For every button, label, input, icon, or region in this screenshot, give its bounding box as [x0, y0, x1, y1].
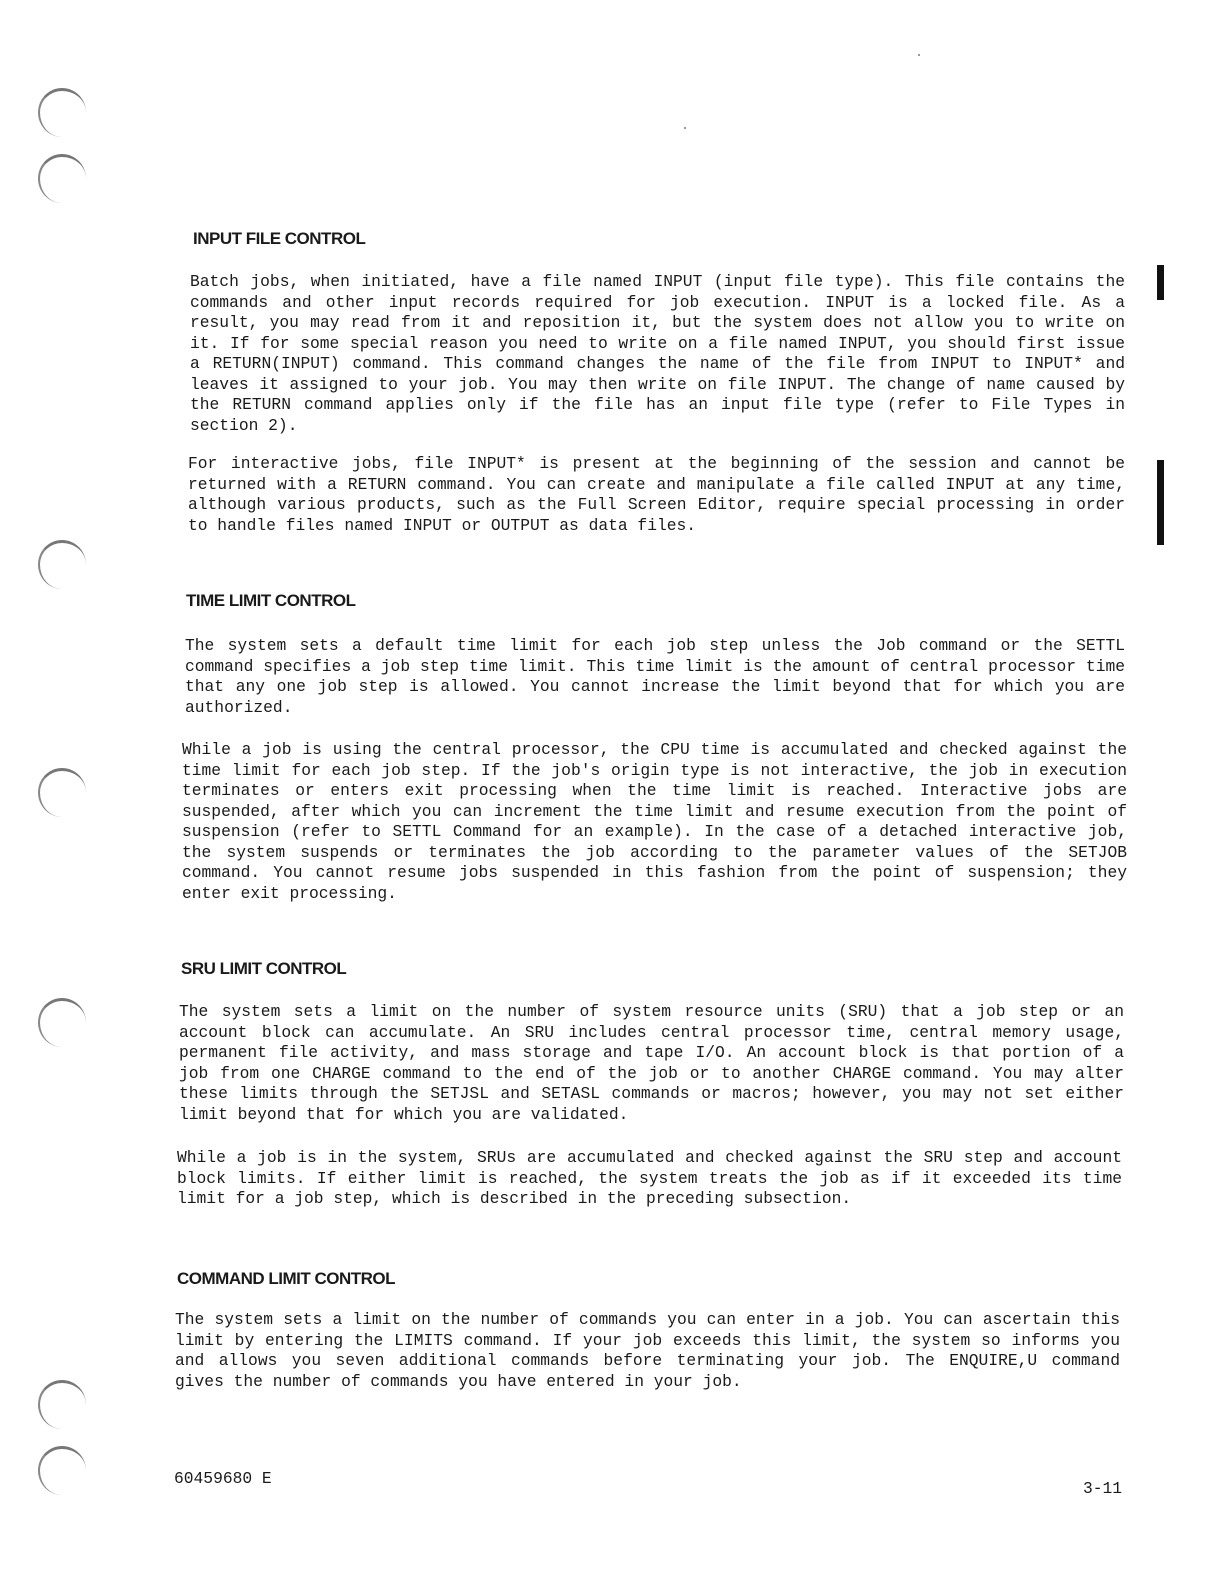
- punch-hole-decoration: [38, 154, 86, 203]
- paragraph: While a job is in the system, SRUs are accumulated and checked against the SRU step and account block limits. If either limit is reached, the system treats the job as if it exceeded its time limit for a job step, which is described in the preceding subsection.: [177, 1148, 1122, 1208]
- punch-hole-decoration: [38, 88, 86, 137]
- paragraph: Batch jobs, when initiated, have a file named INPUT (input file type). This file contains the commands and other input records required for job execution. INPUT is a locked file. As a result, you may read from it and reposition it, but the system does not allow you to write on it. If for some special reason you need to write on a file named INPUT, you should first issue a RETURN(INPUT) command. This command changes the name of the file from INPUT to INPUT* and leaves it assigned to your job. You may then write on file INPUT. The change of name caused by the RETURN command applies only if the file has an input file type (refer to File Types in section 2).: [190, 272, 1125, 435]
- punch-hole-decoration: [38, 1380, 86, 1429]
- punch-hole-decoration: [38, 768, 86, 817]
- scan-speck: [684, 127, 686, 129]
- change-bar: [1157, 265, 1164, 300]
- paragraph: While a job is using the central processor, the CPU time is accumulated and checked against the time limit for each job step. If the job's origin type is not interactive, the job in execution terminates or enters exit processing when the time limit is reached. Interactive jobs are suspended, after which you can increment the time limit and resume execution from the point of suspension (refer to SETTL Command for an example). In the case of a detached interactive job, the system suspends or terminates the job according to the parameter values of the SETJOB command. You cannot resume jobs suspended in this fashion from the point of suspension; they enter exit processing.: [182, 740, 1127, 903]
- paragraph: The system sets a default time limit for each job step unless the Job command or the SETTL command specifies a job step time limit. This time limit is the amount of central processor time that any one job step is allowed. You cannot increase the limit beyond that for which you are authorized.: [185, 636, 1125, 717]
- section-heading-time-limit-control: TIME LIMIT CONTROL: [186, 591, 356, 610]
- change-bar: [1157, 460, 1164, 545]
- punch-hole-decoration: [38, 1446, 86, 1495]
- paragraph: The system sets a limit on the number of commands you can enter in a job. You can ascertain this limit by entering the LIMITS command. If your job exceeds this limit, the system so informs you and allows you seven additional commands before terminating your job. The ENQUIRE,U command gives the number of commands you have entered in your job.: [175, 1310, 1120, 1391]
- section-heading-input-file-control: INPUT FILE CONTROL: [193, 229, 366, 248]
- punch-hole-decoration: [38, 998, 86, 1047]
- document-number: 60459680 E: [174, 1469, 272, 1488]
- paragraph: For interactive jobs, file INPUT* is present at the beginning of the session and cannot be returned with a RETURN command. You can create and manipulate a file called INPUT at any time, although various products, such as the Full Screen Editor, require special processing in order to handle files named INPUT or OUTPUT as data files.: [188, 454, 1125, 535]
- punch-hole-decoration: [38, 540, 86, 589]
- paragraph: The system sets a limit on the number of system resource units (SRU) that a job step or an account block can accumulate. An SRU includes central processor time, central memory usage, permanent file activity, and mass storage and tape I/O. An account block is that portion of a job from one CHARGE command to the end of the job or to another CHARGE command. You may alter these limits through the SETJSL and SETASL commands or macros; however, you may not set either limit beyond that for which you are validated.: [179, 1002, 1124, 1124]
- scan-speck: [918, 54, 920, 56]
- section-heading-command-limit-control: COMMAND LIMIT CONTROL: [177, 1269, 396, 1288]
- page-number: 3-11: [1083, 1479, 1123, 1498]
- section-heading-sru-limit-control: SRU LIMIT CONTROL: [181, 959, 347, 978]
